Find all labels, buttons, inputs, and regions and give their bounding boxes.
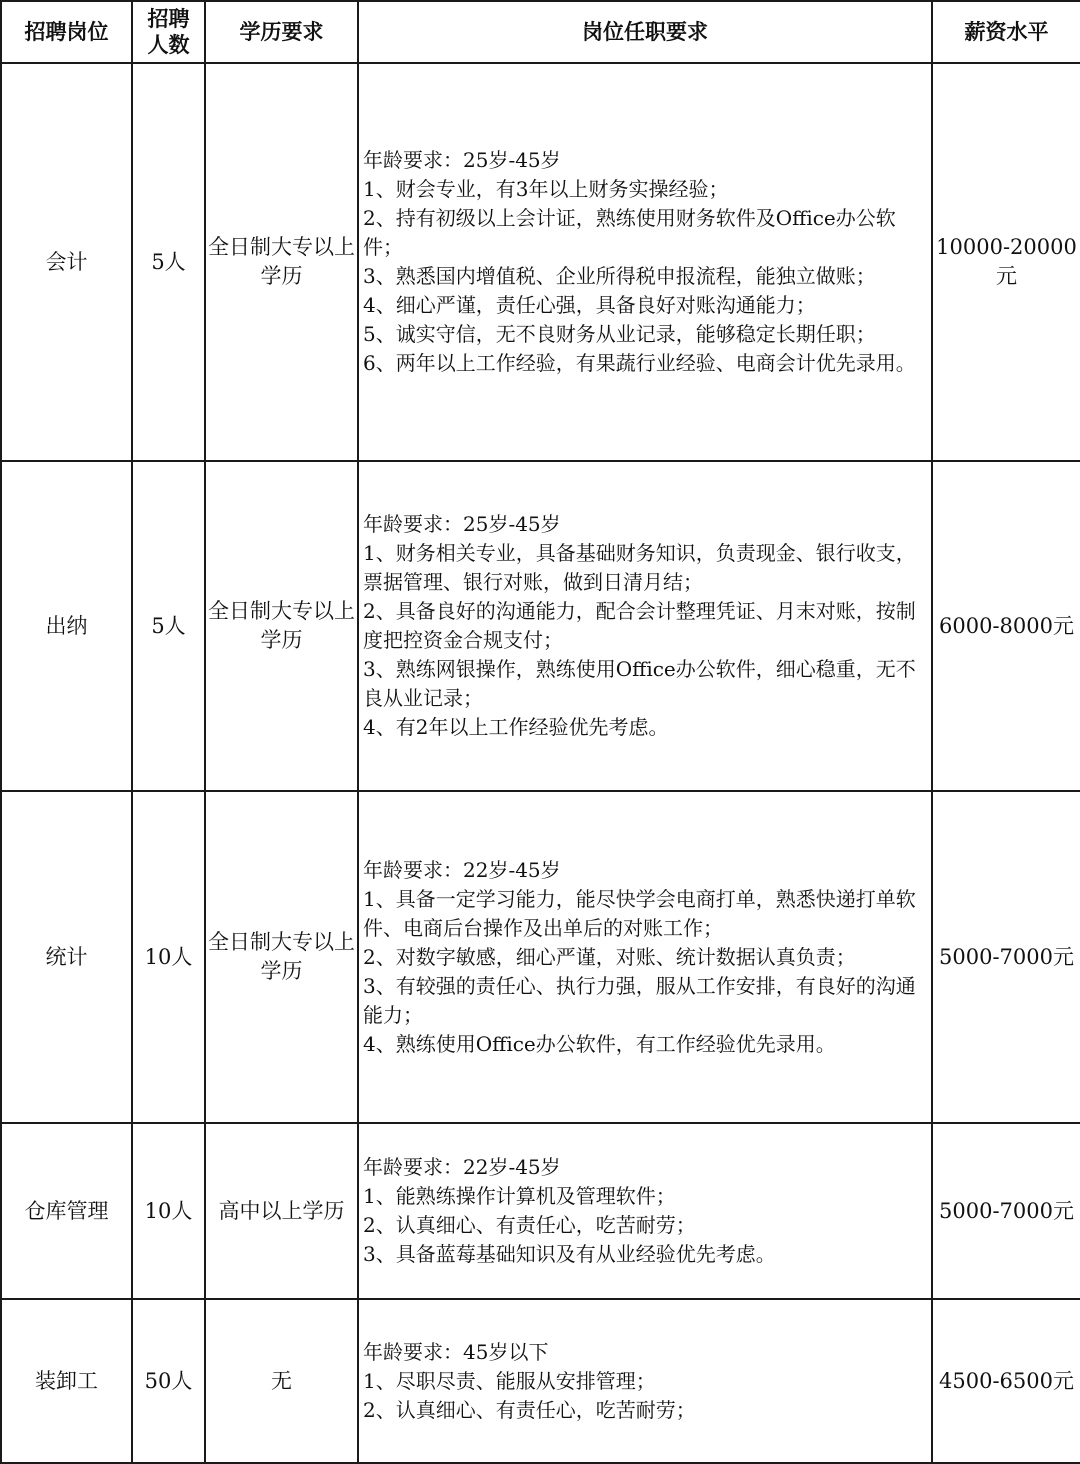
salary-cell: 6000-8000元 <box>932 461 1080 791</box>
requirement-line: 年龄要求：45岁以下 <box>363 1339 549 1364</box>
position-cell: 仓库管理 <box>1 1123 132 1299</box>
requirement-line: 1、财会专业，有3年以上财务实操经验； <box>363 177 729 201</box>
count-cell: 5人 <box>132 63 205 461</box>
requirement-line: 3、具备蓝莓基础知识及有从业经验优先考虑。 <box>363 1242 776 1266</box>
header-count-line1: 招聘 <box>147 7 190 31</box>
requirement-line: 年龄要求：25岁-45岁 <box>363 512 561 536</box>
requirement-line: 3、熟练网银操作，熟练使用Office办公软件，细心稳重，无不良从业记录； <box>363 657 916 710</box>
requirement-line: 6、两年以上工作经验，有果蔬行业经验、电商会计优先录用。 <box>363 351 916 375</box>
table-row <box>1 1123 1080 1299</box>
education-cell: 无 <box>205 1299 358 1463</box>
header-salary: 薪资水平 <box>932 1 1080 63</box>
salary-cell: 5000-7000元 <box>932 1123 1080 1299</box>
table-row <box>1 63 1080 461</box>
requirement-line: 2、对数字敏感，细心严谨，对账、统计数据认真负责； <box>363 944 856 969</box>
education-cell: 全日制大专以上学历 <box>205 461 358 791</box>
position-cell: 装卸工 <box>1 1299 132 1463</box>
position-cell: 统计 <box>1 791 132 1123</box>
requirement-line: 年龄要求：25岁-45岁 <box>363 148 561 172</box>
requirement-line: 1、财务相关专业，具备基础财务知识，负责现金、银行收支，票据管理、银行对账，做到日清月结； <box>363 541 916 594</box>
count-cell: 50人 <box>132 1299 205 1463</box>
education-cell: 全日制大专以上学历 <box>205 791 358 1123</box>
position-cell: 会计 <box>1 63 132 461</box>
header-position: 招聘岗位 <box>1 1 132 63</box>
position-cell: 出纳 <box>1 461 132 791</box>
table-row <box>1 791 1080 1123</box>
requirement-line: 3、有较强的责任心、执行力强，服从工作安排，有良好的沟通能力； <box>363 973 916 1027</box>
salary-cell: 4500-6500元 <box>932 1299 1080 1463</box>
count-cell: 10人 <box>132 1123 205 1299</box>
requirement-line: 2、认真细心、有责任心，吃苦耐劳； <box>363 1397 696 1422</box>
header-requirements: 岗位任职要求 <box>358 1 932 63</box>
requirement-line: 2、持有初级以上会计证，熟练使用财务软件及Office办公软件； <box>363 206 896 259</box>
count-cell: 5人 <box>132 461 205 791</box>
education-cell: 高中以上学历 <box>205 1123 358 1299</box>
header-education: 学历要求 <box>205 1 358 63</box>
count-cell: 10人 <box>132 791 205 1123</box>
requirement-line: 1、具备一定学习能力，能尽快学会电商打单，熟悉快递打单软件、电商后台操作及出单后的对账工作； <box>363 886 916 940</box>
education-cell: 全日制大专以上学历 <box>205 63 358 461</box>
requirement-line: 2、认真细心、有责任心，吃苦耐劳； <box>363 1213 696 1237</box>
salary-cell: 5000-7000元 <box>932 791 1080 1123</box>
requirement-line: 5、诚实守信，无不良财务从业记录，能够稳定长期任职； <box>363 322 876 346</box>
requirement-line: 1、能熟练操作计算机及管理软件； <box>363 1184 676 1208</box>
header-count-line2: 人数 <box>147 33 190 57</box>
requirement-line: 4、有2年以上工作经验优先考虑。 <box>363 715 669 739</box>
requirements-cell <box>358 791 932 1123</box>
requirement-line: 2、具备良好的沟通能力，配合会计整理凭证、月末对账，按制度把控资金合规支付； <box>363 599 916 652</box>
requirement-line: 1、尽职尽责、能服从安排管理； <box>363 1368 656 1393</box>
requirement-line: 年龄要求：22岁-45岁 <box>363 1155 561 1179</box>
requirements-cell <box>358 1299 932 1463</box>
table-row <box>1 461 1080 791</box>
header-row <box>1 1 1080 63</box>
requirements-cell <box>358 63 932 461</box>
table-row <box>1 1299 1080 1463</box>
requirement-line: 4、熟练使用Office办公软件，有工作经验优先录用。 <box>363 1031 836 1056</box>
salary-cell: 10000-20000元 <box>932 63 1080 461</box>
requirement-line: 年龄要求：22岁-45岁 <box>363 857 561 882</box>
requirement-line: 3、熟悉国内增值税、企业所得税申报流程，能独立做账； <box>363 264 876 288</box>
requirements-cell <box>358 461 932 791</box>
header-count <box>132 1 205 63</box>
requirement-line: 4、细心严谨，责任心强，具备良好对账沟通能力； <box>363 293 816 317</box>
requirements-cell <box>358 1123 932 1299</box>
